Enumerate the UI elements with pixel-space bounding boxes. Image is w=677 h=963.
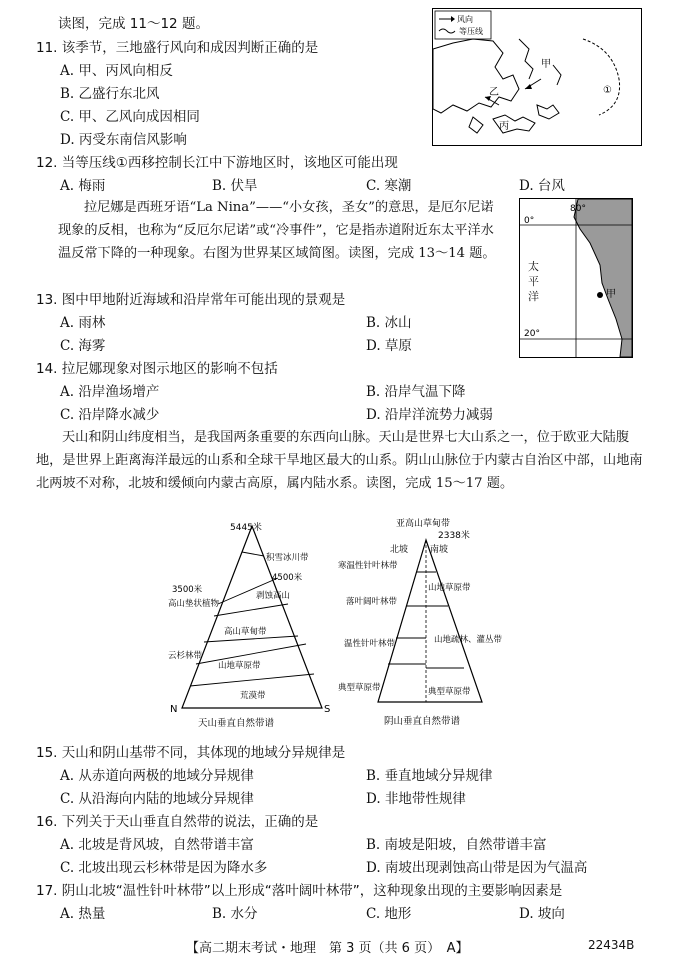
q14-option-b[interactable]: B. 沿岸气温下降 — [366, 384, 466, 400]
tianshan-triangle — [168, 518, 336, 730]
question-12-stem: 12. 当等压线①西移控制长江中下游地区时，该地区可能出现 — [36, 155, 398, 171]
q16-option-d[interactable]: D. 南坡出现剥蚀高山带是因为气温高 — [366, 860, 588, 876]
yinshan-peak: 2338米 — [438, 531, 470, 541]
q11-option-c[interactable]: C. 甲、乙风向成因相同 — [60, 109, 200, 125]
q13-option-b[interactable]: B. 冰山 — [366, 315, 412, 331]
q15-option-c[interactable]: C. 从沿海向内陆的地域分异规律 — [60, 791, 254, 807]
monsoon-map-drawing — [433, 9, 641, 145]
q17-option-b[interactable]: B. 水分 — [212, 906, 258, 922]
tianshan-alt-4500: 4500米 — [272, 573, 303, 583]
yinshan-band-temperate-conifer: 温性针叶林带 — [344, 639, 396, 649]
yinshan-band-cold-conifer: 寒温性针叶林带 — [338, 561, 398, 571]
q11-option-b[interactable]: B. 乙盛行东北风 — [60, 86, 160, 102]
tianshan-band-spruce: 云杉林带 — [168, 651, 203, 661]
q16-option-b[interactable]: B. 南坡是阳坡，自然带谱丰富 — [366, 837, 547, 853]
map1-legend-wind: 风向 — [457, 15, 473, 24]
monsoon-map — [432, 8, 642, 146]
q12-option-a[interactable]: A. 梅雨 — [60, 178, 106, 194]
q13-option-c[interactable]: C. 海雾 — [60, 338, 106, 354]
question-16-stem: 16. 下列关于天山垂直自然带的说法，正确的是 — [36, 814, 319, 830]
yinshan-band-mountain-steppe: 山地草原带 — [428, 583, 471, 593]
question-15-stem: 15. 天山和阴山基带不同，其体现的地域分异规律是 — [36, 745, 346, 761]
tianshan-band-steppe: 山地草原带 — [218, 661, 261, 671]
question-13-stem: 13. 图中甲地附近海域和沿岸常年可能出现的景观是 — [36, 292, 346, 308]
map2-lat-0: 0° — [524, 216, 535, 226]
map1-label-jia: 甲 — [541, 59, 551, 70]
q16-option-a[interactable]: A. 北坡是背风坡，自然带谱丰富 — [60, 837, 254, 853]
yinshan-band-north-steppe: 典型草原带 — [338, 683, 381, 693]
map1-legend-isobar: 等压线 — [459, 27, 483, 36]
yinshan-band-deciduous: 落叶阔叶林带 — [346, 597, 398, 607]
map2-ocean-label: 太平洋 — [528, 260, 539, 303]
question-11-stem: 11. 该季节，三地盛行风向和成因判断正确的是 — [36, 40, 319, 56]
q14-option-a[interactable]: A. 沿岸渔场增产 — [60, 384, 160, 400]
tianshan-caption: 天山垂直自然带谱 — [198, 718, 275, 729]
q13-option-d[interactable]: D. 草原 — [366, 338, 412, 354]
yinshan-caption: 阴山垂直自然带谱 — [384, 716, 461, 727]
la-nina-passage: 拉尼娜是西班牙语“La Nina”——“小女孩，圣女”的意思，是厄尔尼诺现象的反相，也称为“反厄尔尼诺”或“冷事件”，它是指赤道附近东太平洋水温反常下降的一种现象。右图为世界某区域简图。读图，完成 13～14 题。 — [58, 200, 496, 261]
yinshan-triangle — [338, 518, 528, 730]
q12-option-d[interactable]: D. 台风 — [519, 178, 565, 194]
q15-option-d[interactable]: D. 非地带性规律 — [366, 791, 466, 807]
page-footer: 【高二期末考试・地理 第 3 页（共 6 页） A】 — [186, 941, 469, 956]
yinshan-top-band: 亚高山草甸带 — [396, 519, 451, 529]
q14-option-d[interactable]: D. 沿岸洋流势力减弱 — [366, 407, 493, 423]
tianshan-band-snow: 积雪冰川带 — [266, 553, 309, 563]
tianshan-peak: 5445米 — [230, 523, 262, 533]
mountain-passage: 天山和阴山纬度相当，是我国两条重要的东西向山脉。天山是世界七大山系之一，位于欧亚大陆腹地，是世界上距离海洋最远的山系和全球干旱地区最大的山系。阴山山脉位于内蒙古自治区中部，山地南北两坡不对称，北坡和缓倾向内蒙古高原，属内陆水系。读图，完成 15～17 题。 — [36, 430, 643, 491]
south-america-coast-map — [519, 198, 633, 358]
q17-option-c[interactable]: C. 地形 — [366, 906, 412, 922]
yinshan-diagram — [338, 518, 528, 730]
q15-option-b[interactable]: B. 垂直地域分异规律 — [366, 768, 493, 784]
q17-option-d[interactable]: D. 坡向 — [519, 906, 565, 922]
q16-option-c[interactable]: C. 北坡出现云杉林带是因为降水多 — [60, 860, 268, 876]
tianshan-alt-3500: 3500米 — [172, 585, 203, 595]
tianshan-north: N — [170, 704, 178, 715]
tianshan-south: S — [324, 704, 331, 715]
tianshan-band-cushion: 高山垫状植物 — [168, 599, 220, 609]
intro-text: 读图，完成 11～12 题。 — [58, 16, 209, 32]
tianshan-diagram — [168, 518, 336, 730]
map2-jia: 甲 — [606, 289, 616, 300]
tianshan-band-meadow: 高山草甸带 — [224, 627, 267, 637]
exam-code: 22434B — [588, 938, 635, 952]
question-17-stem: 17. 阴山北坡“温性针叶林带”以上形成“落叶阔叶林带”，这种现象出现的主要影响因素是 — [36, 883, 563, 899]
yinshan-band-south-steppe: 典型草原带 — [428, 687, 471, 697]
q11-option-d[interactable]: D. 丙受东南信风影响 — [60, 132, 187, 148]
question-14-stem: 14. 拉尼娜现象对图示地区的影响不包括 — [36, 361, 278, 377]
q12-option-b[interactable]: B. 伏旱 — [212, 178, 258, 194]
q13-option-a[interactable]: A. 雨林 — [60, 315, 106, 331]
map1-label-isobar: ① — [603, 85, 612, 96]
map2-lon-80: 80° — [570, 204, 586, 214]
yinshan-north-slope: 北坡 — [390, 545, 409, 555]
tianshan-band-desert: 荒漠带 — [240, 691, 266, 701]
yinshan-south-slope: 南坡 — [430, 545, 449, 555]
map1-label-bing: 丙 — [499, 121, 509, 132]
map1-label-yi: 乙 — [489, 87, 499, 98]
q14-option-c[interactable]: C. 沿岸降水减少 — [60, 407, 160, 423]
yinshan-band-shrub: 山地疏林、灌丛带 — [434, 635, 503, 645]
q17-option-a[interactable]: A. 热量 — [60, 906, 106, 922]
q12-option-c[interactable]: C. 寒潮 — [366, 178, 412, 194]
q11-option-a[interactable]: A. 甲、丙风向相反 — [60, 63, 173, 79]
q15-option-a[interactable]: A. 从赤道向两极的地域分异规律 — [60, 768, 254, 784]
map2-lat-20: 20° — [524, 329, 540, 339]
tianshan-band-erosion: 剥蚀高山 — [256, 591, 291, 601]
